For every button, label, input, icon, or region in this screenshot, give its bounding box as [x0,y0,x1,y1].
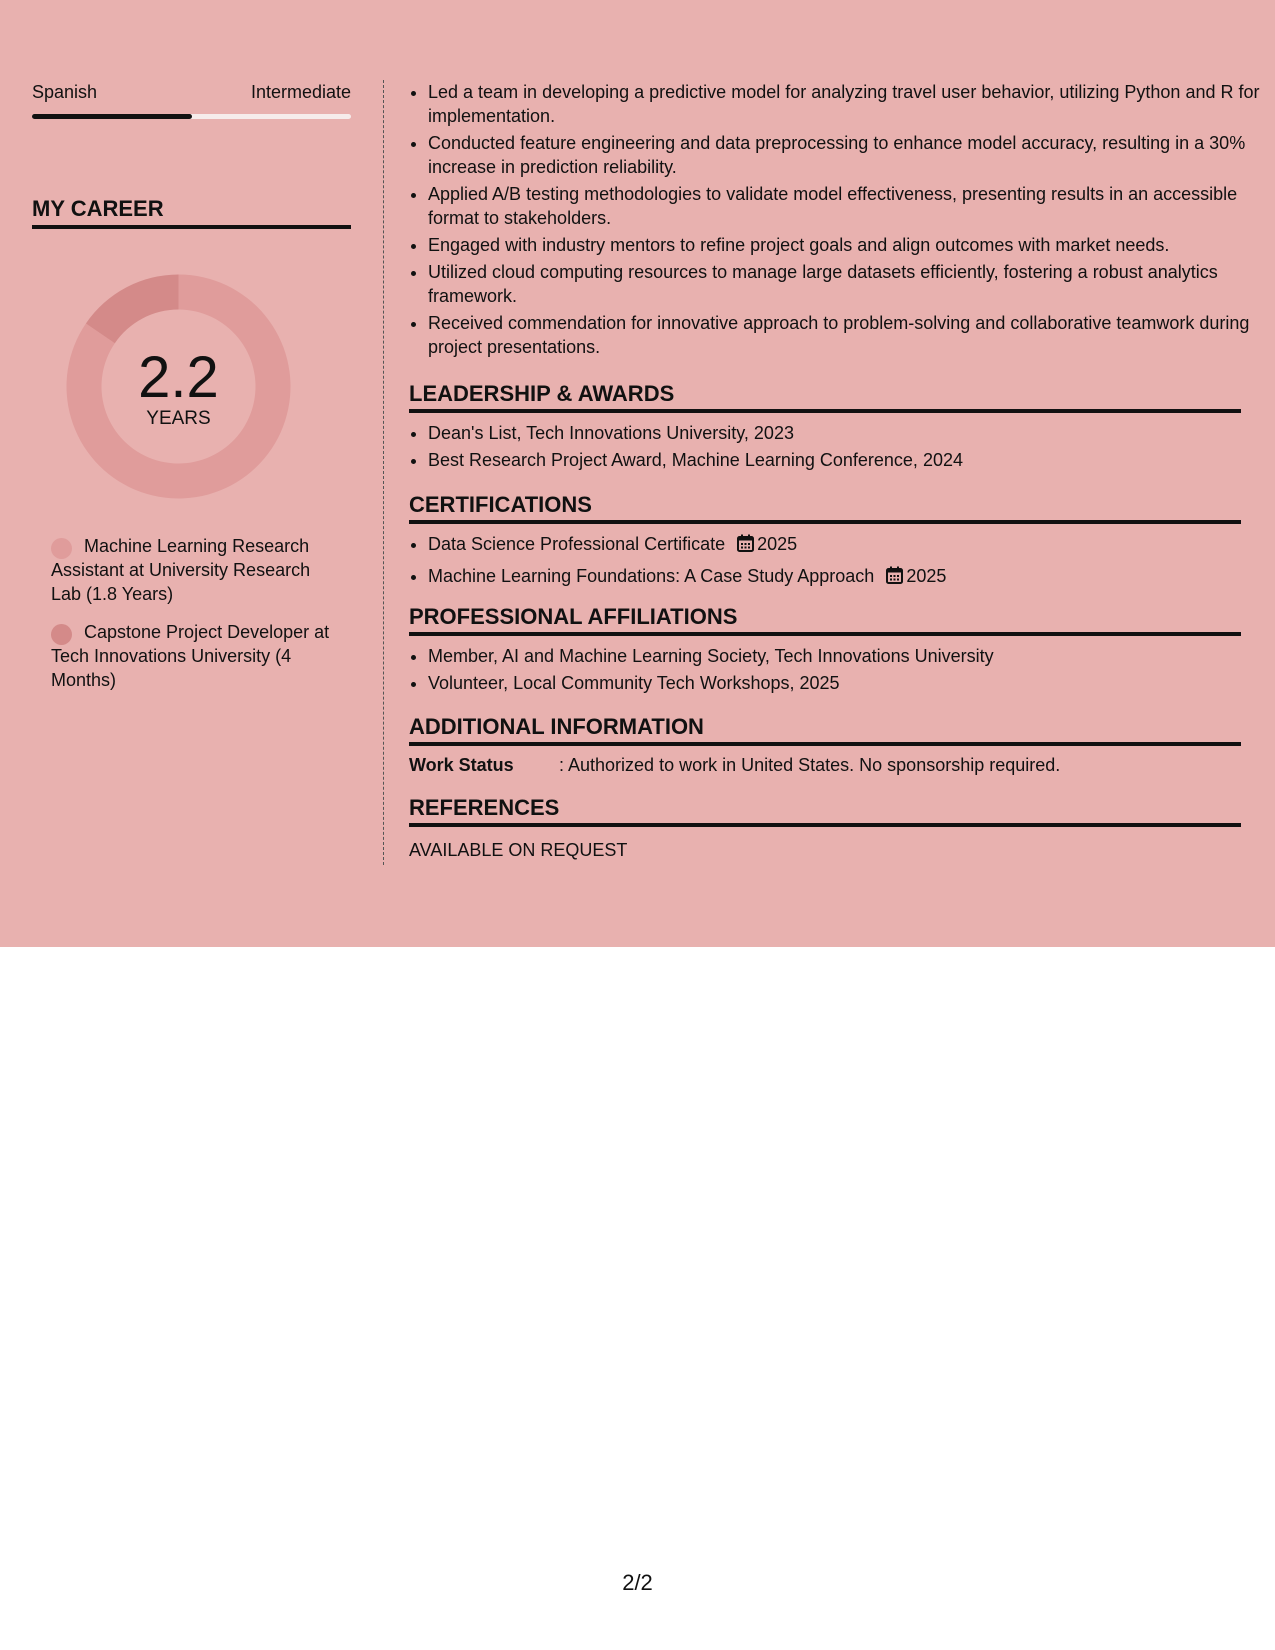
affiliation-item: • Member, AI and Machine Learning Society, Tech Innovations University [428,644,1260,668]
experience-bullet-list [409,80,1260,362]
experience-bullet: • Conducted feature engineering and data preprocessing to enhance model accuracy, resulting in a 30% increase in prediction reliability. [428,131,1260,179]
work-status-label: Work Status [409,755,514,775]
certification-item [428,564,1260,590]
experience-bullet: • Led a team in developing a predictive model for analyzing travel user behavior, utilizing Python and R for implementation. [428,80,1260,128]
leadership-section-title: LEADERSHIP & AWARDS [409,381,1241,413]
references-text: AVAILABLE ON REQUEST [409,840,628,860]
certifications-list [409,532,1260,596]
page-number: 2/2 [622,1570,653,1595]
donut-segment [86,275,179,344]
column-divider [383,80,384,865]
career-legend [51,534,341,706]
leadership-list [409,421,1260,475]
legend-dot-icon [51,624,72,645]
language-proficiency-fill [32,114,192,119]
experience-bullet: • Received commendation for innovative approach to problem-solving and collaborative teamwork during project presentations. [428,311,1260,359]
career-total-years: 2.2 [138,345,219,410]
career-legend-item [51,534,341,606]
calendar-icon [737,534,754,558]
career-years-unit: YEARS [146,408,211,429]
career-section-title: MY CAREER [32,196,351,229]
certification-year: 2025 [757,534,798,554]
leadership-item: • Best Research Project Award, Machine Learning Conference, 2024 [428,448,1260,472]
certification-name: Machine Learning Foundations: A Case Study Approach [428,566,875,586]
legend-dot-icon [51,538,72,559]
additional-info-section-title: ADDITIONAL INFORMATION [409,714,1241,746]
language-row [32,82,351,103]
affiliations-list [409,644,1260,698]
language-proficiency-bar [32,114,351,119]
certifications-section-title: CERTIFICATIONS [409,492,1241,524]
leadership-item: • Dean's List, Tech Innovations University, 2023 [428,421,1260,445]
calendar-icon [886,566,903,590]
language-level: Intermediate [250,82,351,102]
career-entry-text: Capstone Project Developer at Tech Innovations University (4 Months) [51,622,330,690]
affiliations-section-title: PROFESSIONAL AFFILIATIONS [409,604,1241,636]
work-status-value: : Authorized to work in United States. No sponsorship required. [559,755,1061,775]
experience-bullet: • Engaged with industry mentors to refine project goals and align outcomes with market needs. [428,233,1260,257]
experience-bullet: • Applied A/B testing methodologies to validate model effectiveness, presenting results in an accessible format to stakeholders. [428,182,1260,230]
work-status-row [409,755,1241,776]
certification-name: Data Science Professional Certificate [428,534,726,554]
career-legend-item [51,620,341,692]
career-entry-text: Machine Learning Research Assistant at University Research Lab (1.8 Years) [51,536,311,604]
language-name: Spanish [32,82,98,102]
certification-year: 2025 [906,566,947,586]
experience-bullet: • Utilized cloud computing resources to manage large datasets efficiently, fostering a robust analytics framework. [428,260,1260,308]
certification-item [428,532,1260,558]
affiliation-item: • Volunteer, Local Community Tech Workshops, 2025 [428,671,1260,695]
references-section-title: REFERENCES [409,795,1241,827]
